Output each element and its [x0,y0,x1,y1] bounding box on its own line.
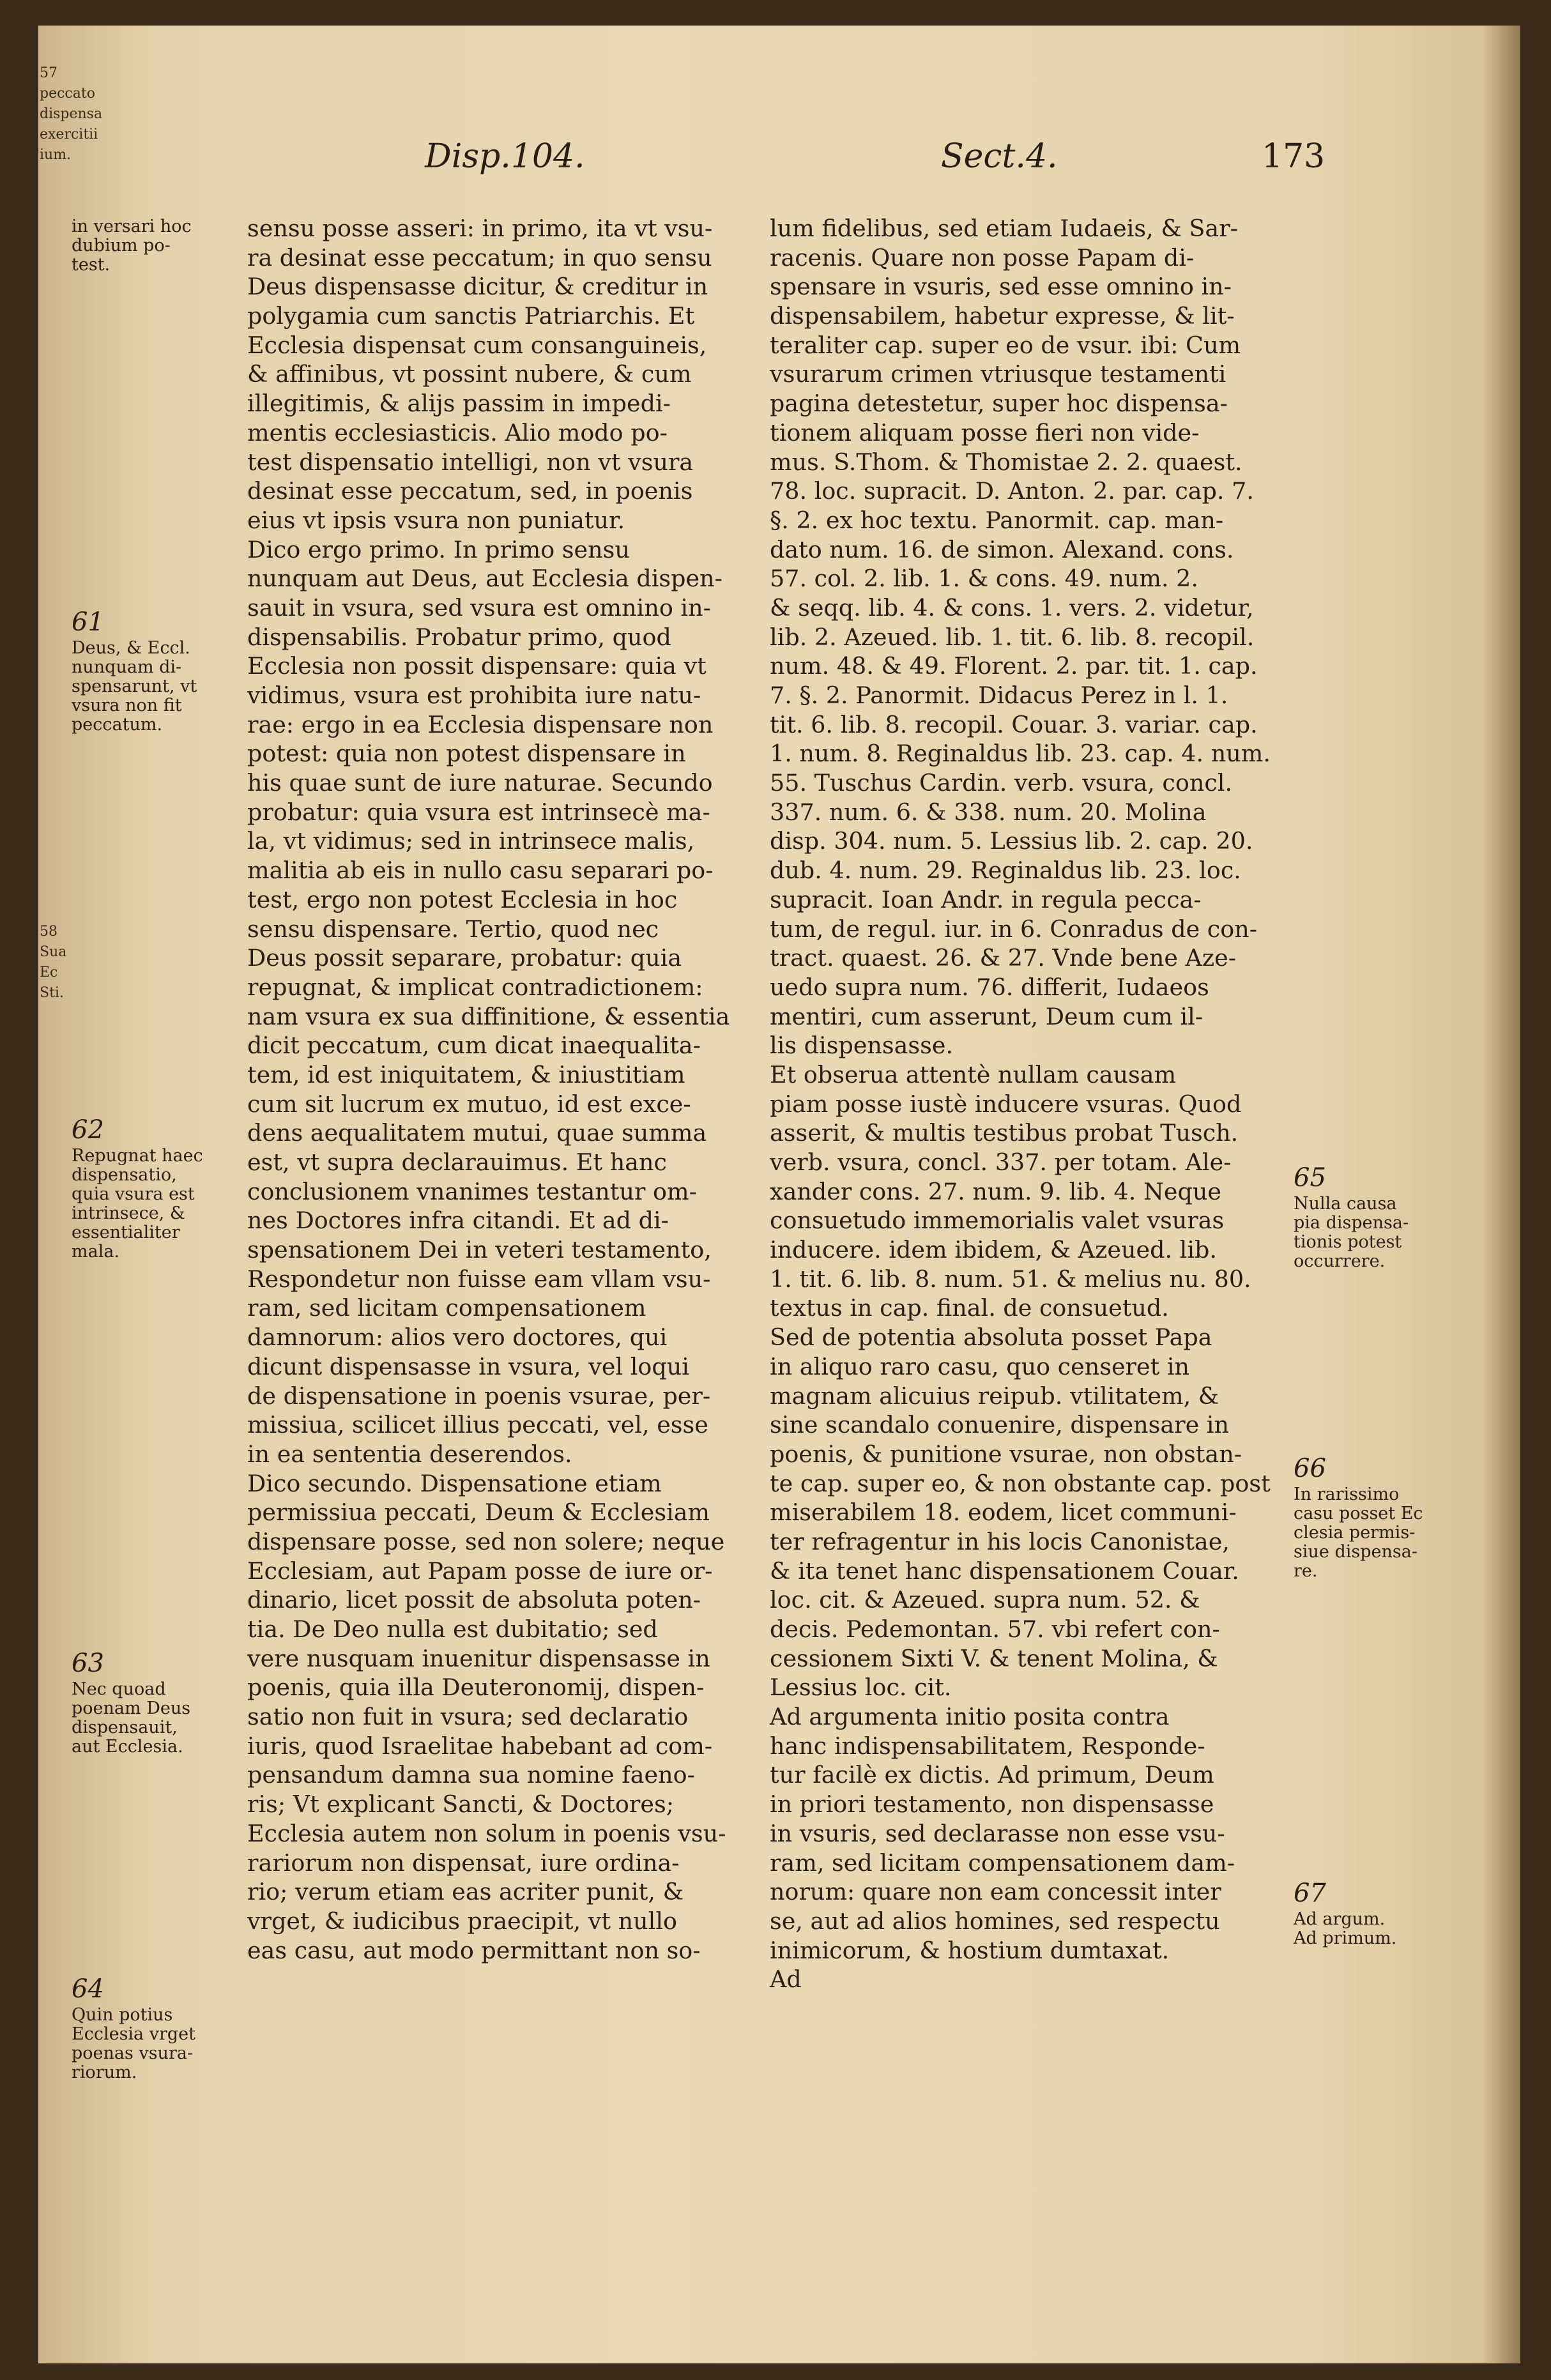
margin-note-line: test. [72,255,111,275]
text-line: spensationem Dei in veteri testamento, [247,1236,712,1264]
text-line: lum fidelibus, sed etiam Iudaeis, & Sar- [770,215,1238,242]
text-line: Ecclesia dispensat cum consanguineis, [247,331,707,359]
margin-note-line: mala. [72,1242,120,1262]
margin-note-65 [1294,1163,1409,1271]
prev-page-fragment: Ec [40,965,58,980]
text-line: sauit in vsura, sed vsura est omnino in- [247,593,711,622]
text-line: piam posse iustè inducere vsuras. Quod [770,1090,1242,1118]
margin-note-line: poenas vsura- [72,2043,194,2063]
text-line: 57. col. 2. lib. 1. & cons. 49. num. 2. [770,565,1198,593]
text-line: poenis, & punitione vsurae, non obstan- [770,1440,1242,1468]
text-line: & ita tenet hanc dispensationem Couar. [770,1557,1239,1585]
margin-note-line: clesia permis- [1294,1523,1416,1543]
text-line: dicunt dispensasse in vsura, vel loqui [247,1352,689,1380]
text-line: dicit peccatum, cum dicat inaequalita- [247,1032,701,1060]
text-line: lib. 2. Azeued. lib. 1. tit. 6. lib. 8. recopil. [770,623,1255,651]
text-line: cessionem Sixti V. & tenent Molina, & [770,1644,1218,1672]
text-line: la, vt vidimus; sed in intrinsece malis, [247,827,695,855]
margin-note-line: dispensatio, [72,1165,177,1185]
text-line: num. 48. & 49. Florent. 2. par. tit. 1. cap. [770,652,1258,680]
margin-note-line: Ecclesia vrget [72,2024,196,2044]
text-line: dispensabilem, habetur expresse, & lit- [770,302,1235,330]
text-line: mentiri, cum asserunt, Deum cum il- [770,1002,1203,1030]
text-line: pagina detestetur, super hoc dispensa- [770,390,1228,418]
margin-note-line: poenam Deus [72,1698,191,1718]
text-line: decis. Pedemontan. 57. vbi refert con- [770,1615,1220,1643]
margin-note-line: pia dispensa- [1294,1213,1409,1233]
text-line: satio non fuit in vsura; sed declaratio [247,1703,689,1731]
text-line: inimicorum, & hostium dumtaxat. [770,1936,1170,1964]
prev-page-fragment: dispensa [40,106,103,122]
margin-note-line: re. [1294,1561,1318,1581]
text-line: permissiua peccati, Deum & Ecclesiam [247,1499,710,1527]
text-line: supracit. Ioan Andr. in regula pecca- [770,885,1202,913]
text-line: conclusionem vnanimes testantur om- [247,1177,697,1205]
margin-note-line: occurrere. [1294,1251,1386,1271]
margin-note-line: Repugnat haec [72,1146,203,1166]
text-line: mus. S.Thom. & Thomistae 2. 2. quaest. [770,448,1242,476]
text-line: inducere. idem ibidem, & Azeued. lib. [770,1236,1217,1264]
text-line: Sed de potentia absoluta posset Papa [770,1323,1212,1352]
margin-note-67 [1294,1878,1396,1948]
text-line: tia. De Deo nulla est dubitatio; sed [247,1615,658,1643]
text-line: Deus possit separare, probatur: quia [247,944,682,972]
text-line: lis dispensasse. [770,1032,954,1060]
margin-note-62 [72,1115,203,1262]
text-line: ter refragentur in his locis Canonistae, [770,1527,1230,1555]
text-line: vidimus, vsura est prohibita iure natu- [247,682,701,709]
text-line: cum sit lucrum ex mutuo, id est exce- [247,1090,691,1118]
margin-note-line: aut Ecclesia. [72,1737,183,1757]
header-section: Sect.4. [941,137,1058,176]
text-line: magnam alicuius reipub. vtilitatem, & [770,1382,1219,1410]
text-line: dinario, licet possit de absoluta poten- [247,1586,701,1614]
text-line: dub. 4. num. 29. Reginaldus lib. 23. loc. [770,857,1241,885]
prev-page-fragment: 58 [40,924,57,940]
text-line: sine scandalo conuenire, dispensare in [770,1411,1229,1439]
text-line: missiua, scilicet illius peccati, vel, esse [247,1411,708,1439]
text-line: Ad argumenta initio posita contra [770,1703,1170,1731]
margin-note-line: Ad primum. [1294,1928,1397,1948]
text-line: poenis, quia illa Deuteronomij, dispen- [247,1674,705,1702]
margin-note-line: dispensauit, [72,1718,178,1737]
margin-note-line: spensarunt, vt [72,676,197,696]
text-line: ris; Vt explicant Sancti, & Doctores; [247,1790,675,1819]
text-line: mentis ecclesiasticis. Alio modo po- [247,418,668,446]
text-line: iuris, quod Israelitae habebant ad com- [247,1732,713,1760]
prev-page-fragment: Sti. [40,985,64,1001]
text-line: nunquam aut Deus, aut Ecclesia dispen- [247,565,722,593]
text-line: pensandum damna sua nomine faeno- [247,1761,695,1789]
prev-page-fragment: Sua [40,944,67,960]
text-line: §. 2. ex hoc textu. Panormit. cap. man- [770,506,1224,534]
text-line: probatur: quia vsura est intrinsecè ma- [247,798,710,826]
text-line: 1. tit. 6. lib. 8. num. 51. & melius nu. 80. [770,1265,1251,1293]
text-line: potest: quia non potest dispensare in [247,740,686,768]
prev-page-fragment: ium. [40,147,72,163]
margin-note-intro [72,217,192,275]
text-line: dato num. 16. de simon. Alexand. cons. [770,535,1234,563]
text-line: & affinibus, vt possint nubere, & cum [247,360,692,388]
margin-number: 66 [1294,1454,1326,1483]
text-line: verb. vsura, concl. 337. per totam. Ale- [770,1148,1232,1176]
text-line: vere nusquam inuenitur dispensasse in [247,1644,710,1672]
margin-note-line: In rarissimo [1294,1484,1400,1504]
text-line: repugnat, & implicat contradictionem: [247,973,703,1001]
margin-note-line: vsura non fit [72,696,182,715]
margin-number: 64 [72,1974,104,2004]
margin-note-line: peccatum. [72,715,163,735]
text-line: his quae sunt de iure naturae. Secundo [247,769,713,797]
margin-note-61 [72,607,197,735]
text-line: dispensabilis. Probatur primo, quod [247,623,671,651]
text-line: Ecclesiam, aut Papam posse de iure or- [247,1557,713,1585]
margin-note-line: casu posset Ec [1294,1504,1423,1523]
text-line: Ecclesia non possit dispensare: quia vt [247,652,707,680]
margin-note-line: Quin potius [72,2005,173,2025]
text-line: in ea sententia deserendos. [247,1440,572,1468]
text-line: nam vsura ex sua diffinitione, & essentia [247,1002,730,1030]
text-line: dens aequalitatem mutui, quae summa [247,1119,707,1147]
margin-number: 67 [1294,1879,1326,1908]
text-line: ram, sed licitam compensationem dam- [770,1849,1235,1877]
text-line: damnorum: alios vero doctores, qui [247,1323,668,1352]
text-line: Lessius loc. cit. [770,1674,952,1702]
text-line: vsurarum crimen vtriusque testamenti [770,360,1226,388]
text-line: eas casu, aut modo permittant non so- [247,1936,701,1964]
text-line: tur facilè ex dictis. Ad primum, Deum [770,1761,1214,1789]
text-line: Et obserua attentè nullam causam [770,1060,1177,1088]
margin-note-line: intrinsece, & [72,1203,185,1223]
text-line: test dispensatio intelligi, non vt vsura [247,448,694,476]
text-line: xander cons. 27. num. 9. lib. 4. Neque [770,1177,1221,1205]
text-line: eius vt ipsis vsura non puniatur. [247,506,625,534]
text-line: tum, de regul. iur. in 6. Conradus de con- [770,915,1258,943]
text-line: rae: ergo in ea Ecclesia dispensare non [247,710,714,738]
text-line: Ad [770,1965,802,1994]
text-line: consuetudo immemorialis valet vsuras [770,1207,1225,1235]
text-line: est, vt supra declarauimus. Et hanc [247,1148,667,1176]
text-line: loc. cit. & Azeued. supra num. 52. & [770,1586,1200,1614]
text-line: Dico ergo primo. In primo sensu [247,535,630,563]
prev-page-fragment: peccato [40,86,95,102]
text-line: Respondetur non fuisse eam vllam vsu- [247,1265,711,1293]
margin-number: 63 [72,1649,104,1678]
text-line: 7. §. 2. Panormit. Didacus Perez in l. 1. [770,682,1228,709]
text-line: illegitimis, & alijs passim in impedi- [247,390,671,418]
margin-note-line: Deus, & Eccl. [72,638,190,658]
text-line: de dispensatione in poenis vsurae, per- [247,1382,711,1410]
text-line: tem, id est iniquitatem, & iniustitiam [247,1060,685,1088]
text-line: in aliquo raro casu, quo censeret in [770,1352,1190,1380]
margin-note-line: essentialiter [72,1223,180,1242]
text-line: rio; verum etiam eas acriter punit, & [247,1878,684,1906]
text-line: vrget, & iudicibus praecipit, vt nullo [247,1907,677,1935]
margin-number: 61 [72,607,104,637]
text-line: Ecclesia autem non solum in poenis vsu- [247,1819,726,1847]
text-line: te cap. super eo, & non obstante cap. post [770,1469,1271,1497]
page-edge-shadow [1482,26,1520,2363]
text-line: rariorum non dispensat, iure ordina- [247,1849,680,1877]
margin-note-line: tionis potest [1294,1232,1402,1252]
margin-note-66 [1294,1453,1423,1581]
margin-note-line: dubium po- [72,236,171,256]
margin-note-63 [72,1648,190,1757]
text-line: tract. quaest. 26. & 27. Vnde bene Aze- [770,944,1237,972]
text-line: tit. 6. lib. 8. recopil. Couar. 3. variar. cap. [770,710,1258,738]
margin-note-line: Nec quoad [72,1679,166,1699]
margin-note-line: nunquam di- [72,657,182,677]
text-line: asserit, & multis testibus probat Tusch. [770,1119,1239,1147]
text-line: sensu dispensare. Tertio, quod nec [247,915,659,943]
book-page [38,26,1520,2363]
right-text-column [770,214,1306,1994]
margin-note-line: siue dispensa- [1294,1542,1417,1562]
margin-note-line: quia vsura est [72,1184,195,1204]
text-line: tionem aliquam posse fieri non vide- [770,418,1200,446]
header-disputation: Disp.104. [425,137,585,176]
text-line: in vsuris, sed declarasse non esse vsu- [770,1819,1225,1847]
margin-note-64 [72,1974,195,2082]
text-line: 78. loc. supracit. D. Anton. 2. par. cap. 7. [770,477,1254,505]
text-line: 55. Tuschus Cardin. verb. vsura, concl. [770,769,1233,797]
text-line: teraliter cap. super eo de vsur. ibi: Cum [770,331,1241,359]
page-number: 173 [1262,137,1326,176]
text-line: miserabilem 18. eodem, licet communi- [770,1499,1237,1527]
text-line: se, aut ad alios homines, sed respectu [770,1907,1220,1935]
text-line: spensare in vsuris, sed esse omnino in- [770,273,1232,301]
margin-number: 65 [1294,1163,1326,1193]
text-line: test, ergo non potest Ecclesia in hoc [247,885,678,913]
margin-note-line: in versari hoc [72,217,192,236]
margin-number: 62 [72,1115,104,1145]
text-line: malitia ab eis in nullo casu separari po- [247,857,714,885]
text-line: 1. num. 8. Reginaldus lib. 23. cap. 4. num. [770,740,1271,768]
text-line: disp. 304. num. 5. Lessius lib. 2. cap. 20. [770,827,1253,855]
text-line: 337. num. 6. & 338. num. 20. Molina [770,798,1207,826]
left-text-column [247,214,777,1965]
text-line: hanc indispensabilitatem, Responde- [770,1732,1205,1760]
text-line: uedo supra num. 76. differit, Iudaeos [770,973,1209,1001]
text-line: norum: quare non eam concessit inter [770,1878,1221,1906]
text-line: Dico secundo. Dispensatione etiam [247,1469,662,1497]
text-line: & seqq. lib. 4. & cons. 1. vers. 2. videtur, [770,593,1254,622]
margin-note-line: Ad argum. [1294,1909,1386,1929]
text-line: racenis. Quare non posse Papam di- [770,243,1195,271]
text-line: sensu posse asseri: in primo, ita vt vsu- [247,215,713,242]
text-line: desinat esse peccatum, sed, in poenis [247,477,693,505]
text-line: ram, sed licitam compensationem [247,1294,646,1322]
text-line: dispensare posse, sed non solere; neque [247,1527,725,1555]
margin-note-line: riorum. [72,2063,137,2082]
text-line: polygamia cum sanctis Patriarchis. Et [247,302,695,330]
prev-page-fragment: exercitii [40,126,98,142]
text-line: Deus dispensasse dicitur, & creditur in [247,273,708,301]
text-line: textus in cap. final. de consuetud. [770,1294,1169,1322]
text-line: ra desinat esse peccatum; in quo sensu [247,243,712,271]
text-line: in priori testamento, non dispensasse [770,1790,1214,1819]
text-line: nes Doctores infra citandi. Et ad di- [247,1207,669,1235]
prev-page-fragment: 57 [40,65,57,81]
margin-note-line: Nulla causa [1294,1194,1397,1214]
